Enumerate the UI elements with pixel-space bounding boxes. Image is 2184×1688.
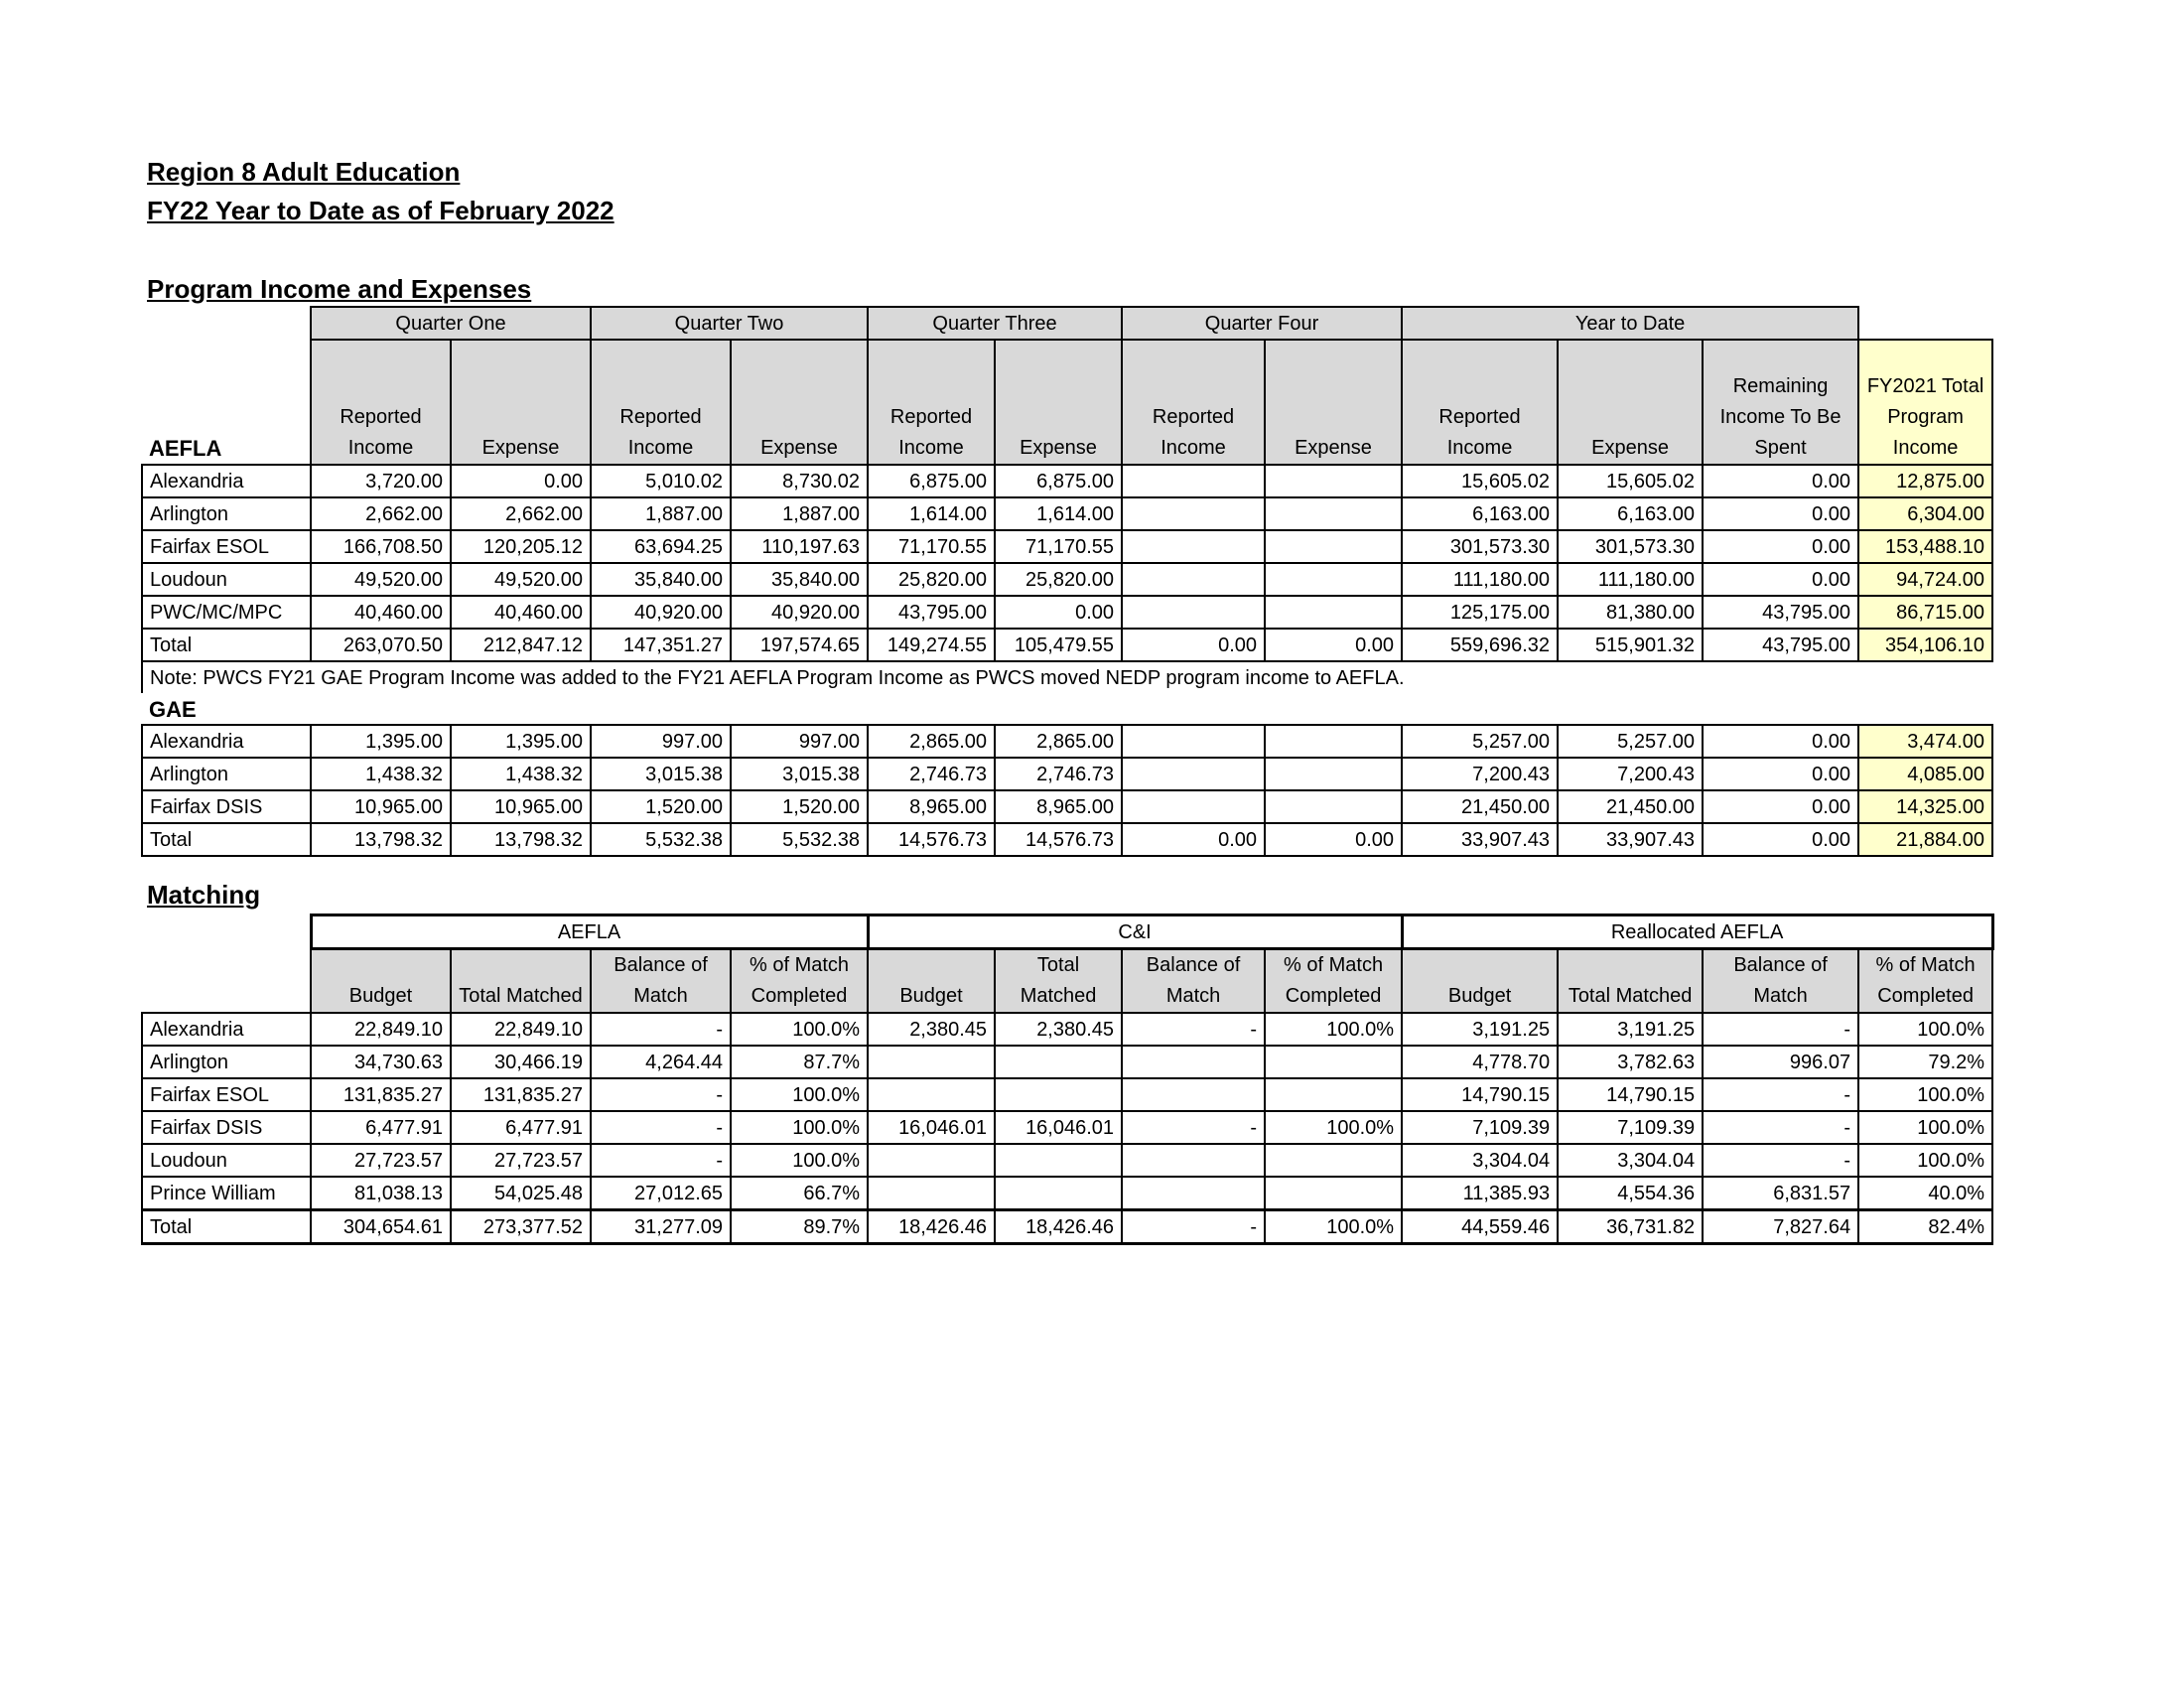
income-column-header: Reported Income: [591, 340, 731, 465]
aefla-cell: [1265, 596, 1402, 629]
income-group-header: Quarter Four: [1122, 307, 1402, 340]
aefla-cell: 0.00: [1703, 530, 1858, 563]
matching-row-label: Arlington: [142, 1046, 311, 1078]
matching-cell: [1265, 1177, 1402, 1210]
gae-row: [142, 823, 1992, 856]
matching-row-label: Fairfax ESOL: [142, 1078, 311, 1111]
aefla-cell: 111,180.00: [1558, 563, 1703, 596]
aefla-cell: 25,820.00: [868, 563, 995, 596]
matching-cell: 54,025.48: [451, 1177, 591, 1210]
matching-cell: 44,559.46: [1402, 1210, 1558, 1244]
gae-cell: 3,015.38: [591, 758, 731, 790]
income-section-title: Program Income and Expenses: [147, 274, 532, 304]
matching-column-header: Balance of Match: [591, 949, 731, 1014]
matching-cell: 27,012.65: [591, 1177, 731, 1210]
income-group-header: Quarter Two: [591, 307, 868, 340]
income-note-row: [142, 661, 1992, 693]
matching-cell: 36,731.82: [1558, 1210, 1703, 1244]
income-column-header: Expense: [1265, 340, 1402, 465]
matching-section-title: Matching: [147, 880, 261, 910]
gae-cell: 7,200.43: [1402, 758, 1558, 790]
gae-cell: 1,520.00: [591, 790, 731, 823]
aefla-cell: 40,920.00: [591, 596, 731, 629]
aefla-cell: 1,614.00: [995, 497, 1122, 530]
matching-cell: -: [591, 1013, 731, 1046]
aefla-cell: 6,875.00: [995, 465, 1122, 497]
gae-cell: 1,395.00: [311, 725, 451, 758]
matching-row: [142, 1210, 1992, 1244]
matching-cell: 304,654.61: [311, 1210, 451, 1244]
gae-cell: 1,395.00: [451, 725, 591, 758]
aefla-cell: 6,163.00: [1558, 497, 1703, 530]
aefla-cell: 354,106.10: [1858, 629, 1992, 661]
matching-cell: 40.0%: [1858, 1177, 1992, 1210]
gae-cell: 5,532.38: [591, 823, 731, 856]
gae-cell: [1122, 790, 1265, 823]
matching-cell: -: [1122, 1013, 1265, 1046]
matching-cell: 100.0%: [1265, 1111, 1402, 1144]
aefla-cell: [1122, 596, 1265, 629]
gae-cell: 0.00: [1703, 790, 1858, 823]
gae-cell: 1,438.32: [311, 758, 451, 790]
matching-cell: -: [1703, 1013, 1858, 1046]
matching-cell: 4,554.36: [1558, 1177, 1703, 1210]
matching-cell: 66.7%: [731, 1177, 868, 1210]
matching-row-label: Loudoun: [142, 1144, 311, 1177]
aefla-cell: 263,070.50: [311, 629, 451, 661]
income-column-header: Reported Income: [1122, 340, 1265, 465]
income-column-header: Expense: [995, 340, 1122, 465]
aefla-cell: 12,875.00: [1858, 465, 1992, 497]
matching-cell: [868, 1078, 995, 1111]
aefla-cell: 301,573.30: [1402, 530, 1558, 563]
gae-cell: 1,438.32: [451, 758, 591, 790]
matching-row: [142, 1078, 1992, 1111]
gae-cell: 0.00: [1265, 823, 1402, 856]
aefla-cell: 120,205.12: [451, 530, 591, 563]
matching-cell: 100.0%: [1265, 1013, 1402, 1046]
gae-cell: 3,015.38: [731, 758, 868, 790]
aefla-cell: 515,901.32: [1558, 629, 1703, 661]
matching-row: [142, 1144, 1992, 1177]
aefla-cell: 3,720.00: [311, 465, 451, 497]
matching-cell: 3,304.04: [1402, 1144, 1558, 1177]
matching-row-label: Prince William: [142, 1177, 311, 1210]
income-group-header-row: [142, 307, 1992, 340]
matching-cell: 11,385.93: [1402, 1177, 1558, 1210]
aefla-cell: 0.00: [1122, 629, 1265, 661]
matching-column-header: Total Matched: [1558, 949, 1703, 1014]
matching-cell: 16,046.01: [868, 1111, 995, 1144]
gae-cell: 997.00: [731, 725, 868, 758]
matching-column-header: Budget: [311, 949, 451, 1014]
matching-cell: -: [1703, 1144, 1858, 1177]
gae-row: [142, 758, 1992, 790]
aefla-cell: 71,170.55: [995, 530, 1122, 563]
matching-group-header-row: [142, 915, 1992, 949]
matching-cell: [995, 1144, 1122, 1177]
matching-cell: 31,277.09: [591, 1210, 731, 1244]
matching-column-header: Budget: [1402, 949, 1558, 1014]
aefla-row-label: Fairfax ESOL: [142, 530, 311, 563]
aefla-cell: [1122, 497, 1265, 530]
gae-cell: 4,085.00: [1858, 758, 1992, 790]
aefla-cell: 35,840.00: [731, 563, 868, 596]
matching-cell: [1265, 1046, 1402, 1078]
gae-cell: 8,965.00: [868, 790, 995, 823]
matching-table: [141, 914, 1994, 1245]
matching-cell: [1122, 1046, 1265, 1078]
gae-cell: 0.00: [1703, 725, 1858, 758]
aefla-cell: 1,614.00: [868, 497, 995, 530]
aefla-row: [142, 465, 1992, 497]
gae-cell: 0.00: [1703, 823, 1858, 856]
matching-row: [142, 1177, 1992, 1210]
matching-cell: 2,380.45: [868, 1013, 995, 1046]
gae-cell: 997.00: [591, 725, 731, 758]
income-group-header: Quarter One: [311, 307, 591, 340]
aefla-cell: [1122, 530, 1265, 563]
gae-cell: [1265, 725, 1402, 758]
matching-cell: 3,191.25: [1558, 1013, 1703, 1046]
matching-cell: 100.0%: [1858, 1013, 1992, 1046]
aefla-cell: 6,163.00: [1402, 497, 1558, 530]
aefla-cell: 49,520.00: [451, 563, 591, 596]
matching-cell: [995, 1046, 1122, 1078]
matching-cell: 6,831.57: [1703, 1177, 1858, 1210]
matching-row: [142, 1013, 1992, 1046]
aefla-cell: 63,694.25: [591, 530, 731, 563]
aefla-cell: 2,662.00: [451, 497, 591, 530]
aefla-cell: [1265, 563, 1402, 596]
gae-cell: [1265, 758, 1402, 790]
gae-cell: 10,965.00: [311, 790, 451, 823]
aefla-cell: 212,847.12: [451, 629, 591, 661]
aefla-cell: 40,920.00: [731, 596, 868, 629]
matching-cell: -: [591, 1144, 731, 1177]
report-title: Region 8 Adult Education: [147, 157, 461, 187]
matching-cell: 14,790.15: [1558, 1078, 1703, 1111]
matching-cell: 100.0%: [731, 1078, 868, 1111]
gae-cell: 14,576.73: [868, 823, 995, 856]
income-column-header-row: [142, 340, 1992, 465]
aefla-cell: 6,875.00: [868, 465, 995, 497]
matching-row-label: Fairfax DSIS: [142, 1111, 311, 1144]
gae-cell: 33,907.43: [1402, 823, 1558, 856]
income-column-header: FY2021 Total Program Income: [1858, 340, 1992, 465]
aefla-cell: 0.00: [1703, 497, 1858, 530]
matching-cell: 7,109.39: [1558, 1111, 1703, 1144]
aefla-row-label: Loudoun: [142, 563, 311, 596]
matching-cell: -: [591, 1111, 731, 1144]
matching-cell: 131,835.27: [311, 1078, 451, 1111]
matching-cell: [1265, 1144, 1402, 1177]
matching-cell: 22,849.10: [311, 1013, 451, 1046]
aefla-cell: 15,605.02: [1558, 465, 1703, 497]
matching-cell: [1122, 1144, 1265, 1177]
aefla-cell: 111,180.00: [1402, 563, 1558, 596]
aefla-cell: 125,175.00: [1402, 596, 1558, 629]
income-group-header: Year to Date: [1402, 307, 1858, 340]
gae-cell: [1265, 790, 1402, 823]
aefla-row: [142, 497, 1992, 530]
aefla-label: AEFLA: [142, 340, 311, 465]
aefla-cell: 0.00: [1265, 629, 1402, 661]
gae-cell: 2,746.73: [868, 758, 995, 790]
aefla-row-label: Alexandria: [142, 465, 311, 497]
aefla-cell: 43,795.00: [1703, 629, 1858, 661]
matching-group-header: Reallocated AEFLA: [1402, 915, 1992, 949]
aefla-cell: 0.00: [1703, 563, 1858, 596]
gae-cell: 5,532.38: [731, 823, 868, 856]
matching-cell: 4,264.44: [591, 1046, 731, 1078]
matching-column-header: % of Match Completed: [1265, 949, 1402, 1014]
income-column-header: Expense: [731, 340, 868, 465]
aefla-cell: 8,730.02: [731, 465, 868, 497]
matching-cell: [868, 1046, 995, 1078]
matching-cell: 81,038.13: [311, 1177, 451, 1210]
matching-cell: [995, 1078, 1122, 1111]
matching-cell: [995, 1177, 1122, 1210]
aefla-cell: 49,520.00: [311, 563, 451, 596]
gae-cell: 2,865.00: [995, 725, 1122, 758]
matching-cell: -: [1703, 1078, 1858, 1111]
gae-cell: 14,576.73: [995, 823, 1122, 856]
gae-row-label: Total: [142, 823, 311, 856]
gae-row-label: Alexandria: [142, 725, 311, 758]
aefla-cell: 197,574.65: [731, 629, 868, 661]
gae-cell: 21,450.00: [1558, 790, 1703, 823]
aefla-cell: 15,605.02: [1402, 465, 1558, 497]
gae-cell: 7,200.43: [1558, 758, 1703, 790]
matching-group-header: AEFLA: [311, 915, 868, 949]
aefla-cell: [1122, 465, 1265, 497]
gae-cell: 8,965.00: [995, 790, 1122, 823]
aefla-cell: 105,479.55: [995, 629, 1122, 661]
aefla-cell: 1,887.00: [731, 497, 868, 530]
matching-cell: 89.7%: [731, 1210, 868, 1244]
matching-cell: 27,723.57: [451, 1144, 591, 1177]
gae-cell: 0.00: [1122, 823, 1265, 856]
matching-cell: 100.0%: [1858, 1144, 1992, 1177]
matching-cell: -: [1122, 1210, 1265, 1244]
gae-cell: 2,865.00: [868, 725, 995, 758]
aefla-cell: 86,715.00: [1858, 596, 1992, 629]
matching-cell: 6,477.91: [311, 1111, 451, 1144]
matching-cell: 273,377.52: [451, 1210, 591, 1244]
matching-cell: 100.0%: [731, 1111, 868, 1144]
gae-cell: 1,520.00: [731, 790, 868, 823]
matching-cell: [1265, 1078, 1402, 1111]
matching-cell: 27,723.57: [311, 1144, 451, 1177]
gae-row-label: Fairfax DSIS: [142, 790, 311, 823]
matching-cell: 14,790.15: [1402, 1078, 1558, 1111]
matching-column-header: Balance of Match: [1703, 949, 1858, 1014]
aefla-cell: 35,840.00: [591, 563, 731, 596]
gae-cell: 3,474.00: [1858, 725, 1992, 758]
matching-cell: -: [591, 1078, 731, 1111]
gae-cell: 13,798.32: [451, 823, 591, 856]
aefla-cell: [1265, 497, 1402, 530]
matching-column-header: Total Matched: [451, 949, 591, 1014]
matching-column-header: Total Matched: [995, 949, 1122, 1014]
matching-row-label: Alexandria: [142, 1013, 311, 1046]
aefla-cell: 2,662.00: [311, 497, 451, 530]
matching-cell: 100.0%: [1265, 1210, 1402, 1244]
matching-cell: 3,304.04: [1558, 1144, 1703, 1177]
aefla-cell: 166,708.50: [311, 530, 451, 563]
income-column-header: Remaining Income To Be Spent: [1703, 340, 1858, 465]
aefla-cell: 149,274.55: [868, 629, 995, 661]
matching-cell: [868, 1177, 995, 1210]
gae-cell: [1122, 758, 1265, 790]
gae-cell: 21,884.00: [1858, 823, 1992, 856]
matching-column-header: Budget: [868, 949, 995, 1014]
aefla-cell: 110,197.63: [731, 530, 868, 563]
aefla-cell: 94,724.00: [1858, 563, 1992, 596]
aefla-cell: 25,820.00: [995, 563, 1122, 596]
gae-label-row: [142, 693, 1992, 725]
income-expense-table: [141, 306, 1993, 857]
matching-row: [142, 1046, 1992, 1078]
aefla-cell: 0.00: [995, 596, 1122, 629]
matching-cell: 18,426.46: [995, 1210, 1122, 1244]
matching-column-header: Balance of Match: [1122, 949, 1265, 1014]
aefla-row-label: Arlington: [142, 497, 311, 530]
aefla-cell: [1265, 530, 1402, 563]
gae-cell: 0.00: [1703, 758, 1858, 790]
aefla-cell: 43,795.00: [1703, 596, 1858, 629]
matching-row: [142, 1111, 1992, 1144]
gae-row: [142, 725, 1992, 758]
matching-cell: [1122, 1078, 1265, 1111]
income-group-header: Quarter Three: [868, 307, 1122, 340]
gae-row: [142, 790, 1992, 823]
gae-cell: 10,965.00: [451, 790, 591, 823]
aefla-cell: 559,696.32: [1402, 629, 1558, 661]
matching-cell: 100.0%: [731, 1144, 868, 1177]
aefla-cell: 81,380.00: [1558, 596, 1703, 629]
gae-cell: 2,746.73: [995, 758, 1122, 790]
gae-cell: 14,325.00: [1858, 790, 1992, 823]
matching-cell: -: [1703, 1111, 1858, 1144]
aefla-cell: 147,351.27: [591, 629, 731, 661]
aefla-row: [142, 629, 1992, 661]
matching-cell: 18,426.46: [868, 1210, 995, 1244]
matching-cell: 3,782.63: [1558, 1046, 1703, 1078]
aefla-row: [142, 563, 1992, 596]
matching-cell: 34,730.63: [311, 1046, 451, 1078]
matching-cell: 87.7%: [731, 1046, 868, 1078]
matching-column-header: % of Match Completed: [731, 949, 868, 1014]
report-subtitle: FY22 Year to Date as of February 2022: [147, 196, 614, 225]
matching-cell: 3,191.25: [1402, 1013, 1558, 1046]
gae-cell: 5,257.00: [1402, 725, 1558, 758]
matching-cell: 79.2%: [1858, 1046, 1992, 1078]
gae-cell: 5,257.00: [1558, 725, 1703, 758]
matching-cell: 22,849.10: [451, 1013, 591, 1046]
matching-cell: 996.07: [1703, 1046, 1858, 1078]
aefla-cell: 0.00: [451, 465, 591, 497]
matching-column-header: % of Match Completed: [1858, 949, 1992, 1014]
income-column-header: Expense: [1558, 340, 1703, 465]
matching-cell: [1122, 1177, 1265, 1210]
aefla-row: [142, 596, 1992, 629]
matching-cell: 82.4%: [1858, 1210, 1992, 1244]
matching-column-header-row: [142, 949, 1992, 1014]
gae-label: GAE: [149, 697, 197, 722]
matching-cell: 100.0%: [1858, 1078, 1992, 1111]
aefla-cell: 1,887.00: [591, 497, 731, 530]
aefla-cell: 40,460.00: [451, 596, 591, 629]
aefla-row-label: PWC/MC/MPC: [142, 596, 311, 629]
matching-corner-blank-2: [142, 949, 311, 1014]
aefla-cell: [1265, 465, 1402, 497]
aefla-cell: 153,488.10: [1858, 530, 1992, 563]
income-column-header: Reported Income: [311, 340, 451, 465]
aefla-cell: 40,460.00: [311, 596, 451, 629]
income-note: Note: PWCS FY21 GAE Program Income was added to the FY21 AEFLA Program Income as PWCS moved NEDP program income to AEFLA.: [142, 661, 1992, 693]
matching-cell: [868, 1144, 995, 1177]
matching-cell: 4,778.70: [1402, 1046, 1558, 1078]
income-column-header: Expense: [451, 340, 591, 465]
aefla-cell: 6,304.00: [1858, 497, 1992, 530]
aefla-cell: 71,170.55: [868, 530, 995, 563]
matching-cell: 2,380.45: [995, 1013, 1122, 1046]
matching-cell: -: [1122, 1111, 1265, 1144]
gae-row-label: Arlington: [142, 758, 311, 790]
gae-cell: 13,798.32: [311, 823, 451, 856]
aefla-cell: 301,573.30: [1558, 530, 1703, 563]
aefla-cell: 0.00: [1703, 465, 1858, 497]
matching-group-header: C&I: [868, 915, 1402, 949]
income-corner-blank: [142, 307, 311, 340]
matching-cell: 131,835.27: [451, 1078, 591, 1111]
aefla-cell: 5,010.02: [591, 465, 731, 497]
matching-row-label: Total: [142, 1210, 311, 1244]
income-column-header: Reported Income: [868, 340, 995, 465]
gae-cell: 33,907.43: [1558, 823, 1703, 856]
aefla-row: [142, 530, 1992, 563]
aefla-cell: [1122, 563, 1265, 596]
matching-cell: 16,046.01: [995, 1111, 1122, 1144]
matching-cell: 7,827.64: [1703, 1210, 1858, 1244]
income-group-blank: [1858, 307, 1992, 340]
gae-cell: 21,450.00: [1402, 790, 1558, 823]
matching-corner-blank: [142, 915, 311, 949]
matching-cell: 6,477.91: [451, 1111, 591, 1144]
gae-cell: [1122, 725, 1265, 758]
matching-cell: 100.0%: [731, 1013, 868, 1046]
income-column-header: Reported Income: [1402, 340, 1558, 465]
matching-cell: 30,466.19: [451, 1046, 591, 1078]
matching-cell: 100.0%: [1858, 1111, 1992, 1144]
matching-cell: 7,109.39: [1402, 1111, 1558, 1144]
aefla-cell: 43,795.00: [868, 596, 995, 629]
aefla-row-label: Total: [142, 629, 311, 661]
